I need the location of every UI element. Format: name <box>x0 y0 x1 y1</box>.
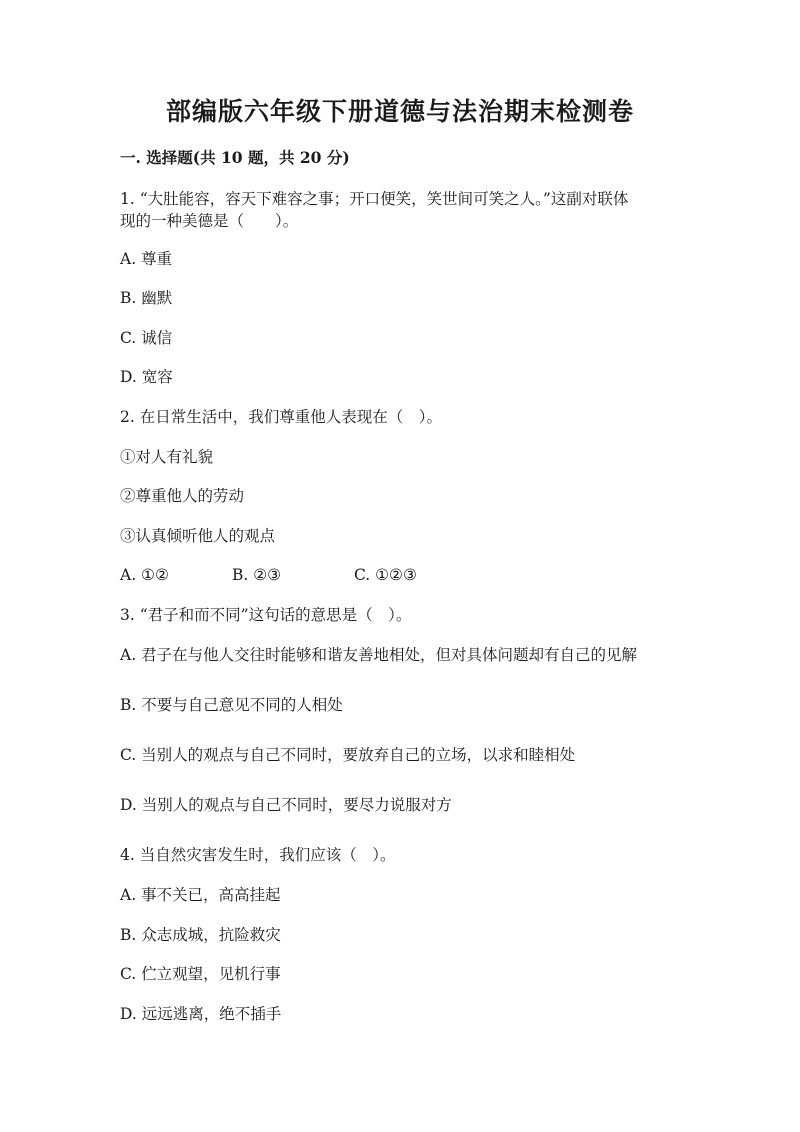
question-3-option-b: B. 不要与自己意见不同的人相处 <box>120 696 343 714</box>
question-3-option-d: D. 当别人的观点与自己不同时，要尽力说服对方 <box>120 796 452 814</box>
question-1-option-c: C. 诚信 <box>120 329 173 347</box>
question-4-option-d: D. 远远逃离，绝不插手 <box>120 1005 282 1023</box>
question-2-stem: 2. 在日常生活中，我们尊重他人表现在（ ）。 <box>120 408 442 426</box>
question-2-option-b: B. ②③ <box>232 566 282 584</box>
question-2-item-2: ②尊重他人的劳动 <box>120 487 245 505</box>
question-2-item-3: ③认真倾听他人的观点 <box>120 527 276 545</box>
question-3-option-a: A. 君子在与他人交往时能够和谐友善地相处，但对具体问题却有自己的见解 <box>120 646 638 664</box>
question-4-option-b: B. 众志成城，抗险救灾 <box>120 926 281 944</box>
question-1-option-a: A. 尊重 <box>120 250 173 268</box>
question-3-stem: 3. “君子和而不同”这句话的意思是（ ）。 <box>120 606 412 624</box>
page-title: 部编版六年级下册道德与法治期末检测卷 <box>165 97 634 126</box>
question-2-option-a: A. ①② <box>120 566 169 584</box>
question-1-option-b: B. 幽默 <box>120 289 173 307</box>
section-heading-choice: 一. 选择题(共 10 题，共 20 分) <box>120 148 350 167</box>
question-2-option-c: C. ①②③ <box>354 566 417 584</box>
question-4-option-a: A. 事不关已，高高挂起 <box>120 886 281 904</box>
question-1-option-d: D. 宽容 <box>120 368 173 386</box>
question-3-option-c: C. 当别人的观点与自己不同时，要放弃自己的立场，以求和睦相处 <box>120 746 576 764</box>
question-2-item-1: ①对人有礼貌 <box>120 448 214 466</box>
question-1-stem-line-2: 现的一种美德是（ ）。 <box>120 212 299 230</box>
question-4-stem: 4. 当自然灾害发生时，我们应该（ ）。 <box>120 846 396 864</box>
question-1-stem-line-1: 1. “大肚能容，容天下难容之事；开口便笑，笑世间可笑之人。”这副对联体 <box>120 190 629 208</box>
question-4-option-c: C. 伫立观望，见机行事 <box>120 965 281 983</box>
